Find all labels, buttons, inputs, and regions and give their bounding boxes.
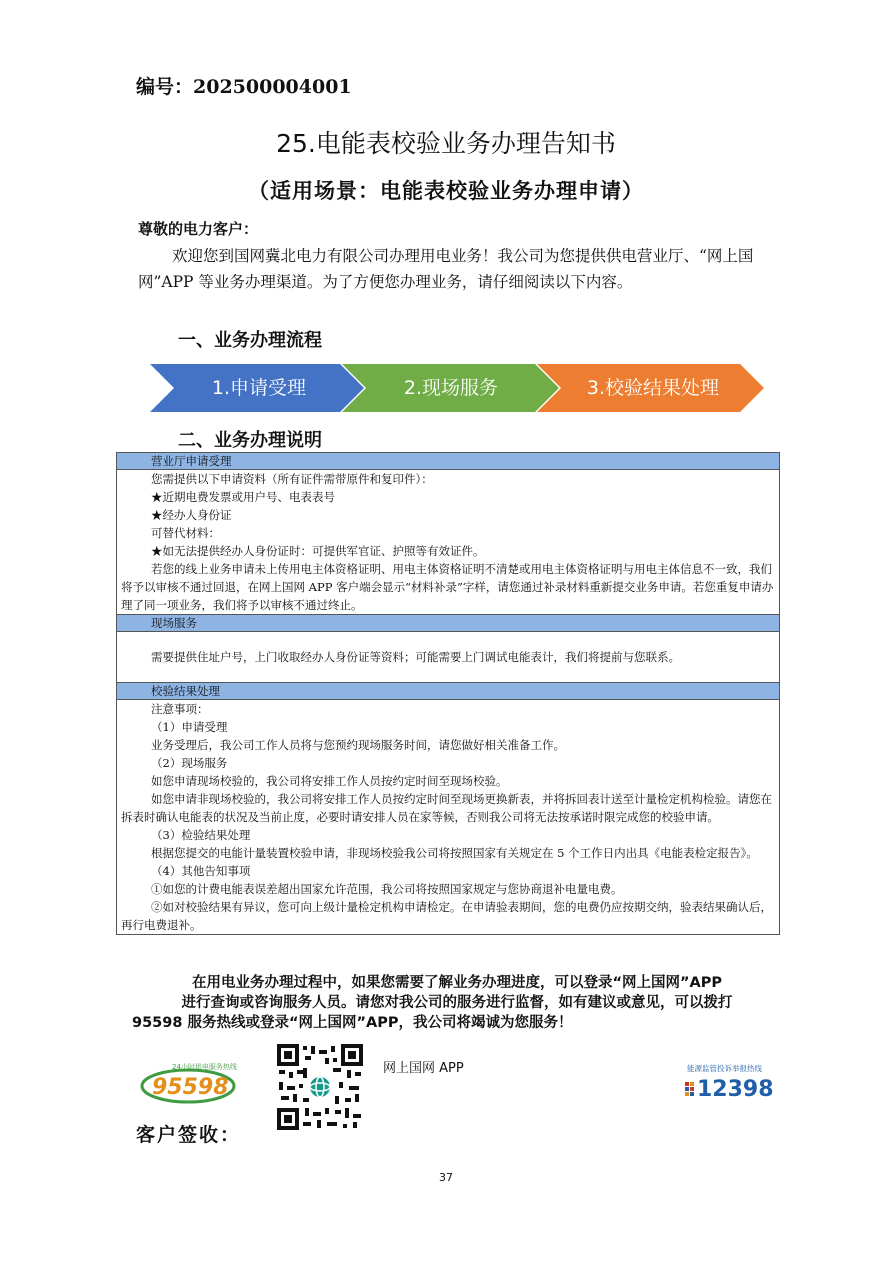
- closing-paragraph: [132, 973, 782, 1033]
- block-line: 如您申请非现场校验的，我公司将安排工作人员按约定时间至现场更换新表，并将拆回表计送至计量检定机构检验。请您在拆表时确认电能表的状况及当前止度，必要时请安排人员在家等候，否则我公司将无法按承诺时限完成您的校验申请。: [121, 792, 772, 824]
- block-line: ②如对校验结果有异议，您可向上级计量检定机构申请检定。在申请验表期间，您的电费仍应按期交纳，验表结果确认后，再行电费退补。: [121, 900, 772, 932]
- section-heading-process: 一、业务办理流程: [178, 330, 322, 351]
- block-body-counter: [117, 470, 779, 614]
- hotline-12398-logo-graphic: [683, 1062, 779, 1100]
- qr-code-graphic: [277, 1044, 363, 1130]
- block-title-result: 校验结果处理: [117, 682, 779, 700]
- hotline-95598-number: 95598: [152, 1075, 229, 1100]
- hotline-95598-logo: [138, 1058, 244, 1106]
- block-line: 您需提供以下申请资料（所有证件需带原件和复印件）：: [151, 472, 433, 486]
- block-line: ★经办人身份证: [151, 508, 232, 522]
- process-flow: [150, 364, 764, 412]
- hotline-12398-logo: [683, 1062, 779, 1100]
- block-title-counter: 营业厅申请受理: [117, 453, 779, 470]
- flow-step-3-label: 3.校验结果处理: [586, 377, 720, 399]
- greeting: 尊敬的电力客户：: [138, 220, 259, 238]
- block-line: 需要提供住址户号，上门收取经办人身份证等资料；可能需要上门调试电能表计，我们将提前与您联系。: [151, 650, 680, 664]
- flow-step-1-label: 1.申请受理: [211, 377, 307, 399]
- block-line: ①如您的计费电能表误差超出国家允许范围，我公司将按照国家规定与您协商退补电量电费。: [151, 882, 623, 896]
- app-qr-code: [277, 1044, 363, 1130]
- block-line: （1）申请受理: [151, 720, 228, 734]
- customer-signature-label: 客户签收：: [136, 1124, 242, 1146]
- section-heading-instructions: 二、业务办理说明: [178, 430, 322, 451]
- block-body-result: [117, 700, 779, 934]
- page-title: 25.电能表校验业务办理告知书: [276, 129, 616, 158]
- page-subtitle: （适用场景：电能表校验业务办理申请）: [248, 179, 644, 203]
- block-line: 业务受理后，我公司工作人员将与您预约现场服务时间，请您做好相关准备工作。: [151, 738, 565, 752]
- instructions-table: [116, 452, 780, 935]
- app-label: 网上国网 APP: [383, 1061, 464, 1076]
- hotline-95598-small-text: 24小时供电服务热线: [172, 1063, 237, 1071]
- block-line: 如您申请现场校验的，我公司将安排工作人员按约定时间至现场校验。: [151, 774, 508, 788]
- block-line: 若您的线上业务申请未上传用电主体资格证明、用电主体资格证明不清楚或用电主体资格证明与用电主体信息不一致，我们将予以审核不通过回退，在网上国网 APP 客户端会显示“材料补录”字样，请您通过补录材料重新提交业务申请。若您重复申请办理了同一项业务，我们将予以审核不通过终止。: [121, 562, 774, 612]
- block-line: （2）现场服务: [151, 756, 228, 770]
- closing-line: 在用电业务办理过程中，如果您需要了解业务办理进度，可以登录“网上国网”APP: [191, 975, 723, 991]
- closing-line: 95598 服务热线或登录“网上国网”APP，我公司将竭诚为您服务！: [132, 1015, 573, 1031]
- block-title-onsite: 现场服务: [117, 614, 779, 632]
- block-line: ★如无法提供经办人身份证时：可提供军官证、护照等有效证件。: [151, 544, 485, 558]
- block-line: ★近期电费发票或用户号、电表表号: [151, 490, 335, 504]
- hotline-12398-small-text: 能源监管投诉举报热线: [687, 1064, 762, 1073]
- block-line: （4）其他告知事项: [151, 864, 251, 878]
- block-body-onsite: [117, 632, 779, 682]
- block-line: 根据您提交的电能计量装置校验申请，非现场校验我公司将按照国家有关规定在 5 个工作日内出具《电能表检定报告》。: [151, 846, 758, 860]
- hotline-95598-logo-graphic: [138, 1058, 244, 1106]
- block-line: （3）检验结果处理: [151, 828, 251, 842]
- intro-paragraph: 欢迎您到国网冀北电力有限公司办理用电业务！我公司为您提供供电营业厅、“网上国网”APP 等业务办理渠道。为了方便您办理业务，请仔细阅读以下内容。: [138, 247, 754, 291]
- closing-line: 进行查询或咨询服务人员。请您对我公司的服务进行监督，如有建议或意见，可以拨打: [181, 995, 733, 1011]
- page-number: 37: [439, 1171, 453, 1184]
- flow-step-2-label: 2.现场服务: [403, 377, 499, 399]
- block-line: 可替代材料：: [151, 526, 220, 540]
- hotline-12398-number: 12398: [697, 1077, 774, 1100]
- block-line: 注意事项：: [151, 702, 209, 716]
- document-number: 编号：202500004001: [136, 76, 352, 98]
